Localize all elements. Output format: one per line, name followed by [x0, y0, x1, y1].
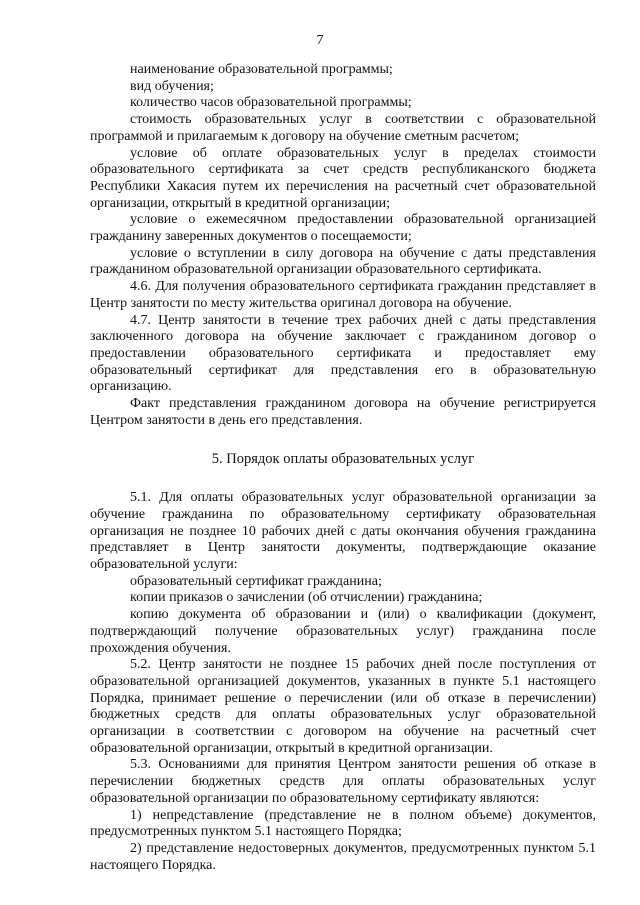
paragraph: 4.7. Центр занятости в течение трех рабочих дней с даты представления заключенного договора на обучение заключает с гражданином договор о предоставлении образовательного сертификата и предоставляет ему образовательный сертификат для представления его в образовательную организацию.	[90, 312, 596, 395]
paragraph: условие об оплате образовательных услуг в пределах стоимости образовательного сертификата за счет средств республиканского бюджета Республики Хакасия путем их перечисления на расчетный счет образовательной организации, открытый в кредитной организации;	[90, 145, 596, 211]
paragraph: наименование образовательной программы;	[130, 62, 393, 77]
paragraph: 1) непредставление (представление не в полном объеме) документов, предусмотренных пунктом 5.1 настоящего Порядка;	[90, 807, 596, 840]
paragraph: количество часов образовательной программы;	[130, 95, 412, 111]
section-title: 5. Порядок оплаты образовательных услуг	[211, 451, 475, 468]
paragraph: Факт представления гражданином договора на обучение регистрируется Центром занятости в день его представления.	[90, 396, 596, 428]
paragraph: условие о вступлении в силу договора на обучение с даты представления гражданином образовательной организации образовательного сертификата.	[90, 245, 596, 278]
paragraph: 4.6. Для получения образовательного сертификата гражданин представляет в Центр занятости по месту жительства оригинал договора на обучение.	[90, 279, 596, 311]
paragraph: 2) представление недостоверных документов, предусмотренных пунктом 5.1 настоящего Порядка.	[90, 840, 596, 873]
paragraph: условие о ежемесячном предоставлении образовательной организацией гражданину заверенных документов о посещаемости;	[90, 212, 596, 245]
document-body	[90, 62, 596, 874]
paragraph: образовательный сертификат гражданина;	[130, 573, 382, 589]
page-number: 7	[316, 33, 324, 48]
paragraph: копию документа об образовании и (или) о квалификации (документ, подтверждающий получение образовательных услуг) гражданина после прохождения обучения.	[90, 607, 596, 656]
paragraph: копии приказов о зачислении (об отчислении) гражданина;	[130, 590, 483, 606]
paragraph: стоимость образовательных услуг в соответствии с образовательной программой и прилагаемым к договору на обучение сметным расчетом;	[90, 112, 596, 144]
paragraph: 5.1. Для оплаты образовательных услуг образовательной организации за обучение гражданина по образовательному сертификату образовательная организация не позднее 10 рабочих дней с даты окончания обучения гражданина представляет в Центр занятости документы, подтверждающие оказание образовательной услуги:	[90, 490, 596, 572]
paragraph: 5.2. Центр занятости не позднее 15 рабочих дней после поступления от образовательной организацией документов, указанных в пункте 5.1 настоящего Порядка, принимает решение о перечислении (или об отказе в перечислении) бюджетных средств для оплаты образовательных услуг образовательной организации в соответствии с договором на обучение на расчетный счет образовательной организации, открытый в кредитной организации.	[90, 657, 596, 756]
paragraph: вид обучения;	[130, 78, 214, 94]
paragraph: 5.3. Основаниями для принятия Центром занятости решения об отказе в перечислении бюджетных средств для оплаты образовательных услуг образовательной организации по образовательному сертификату являются:	[90, 757, 596, 806]
